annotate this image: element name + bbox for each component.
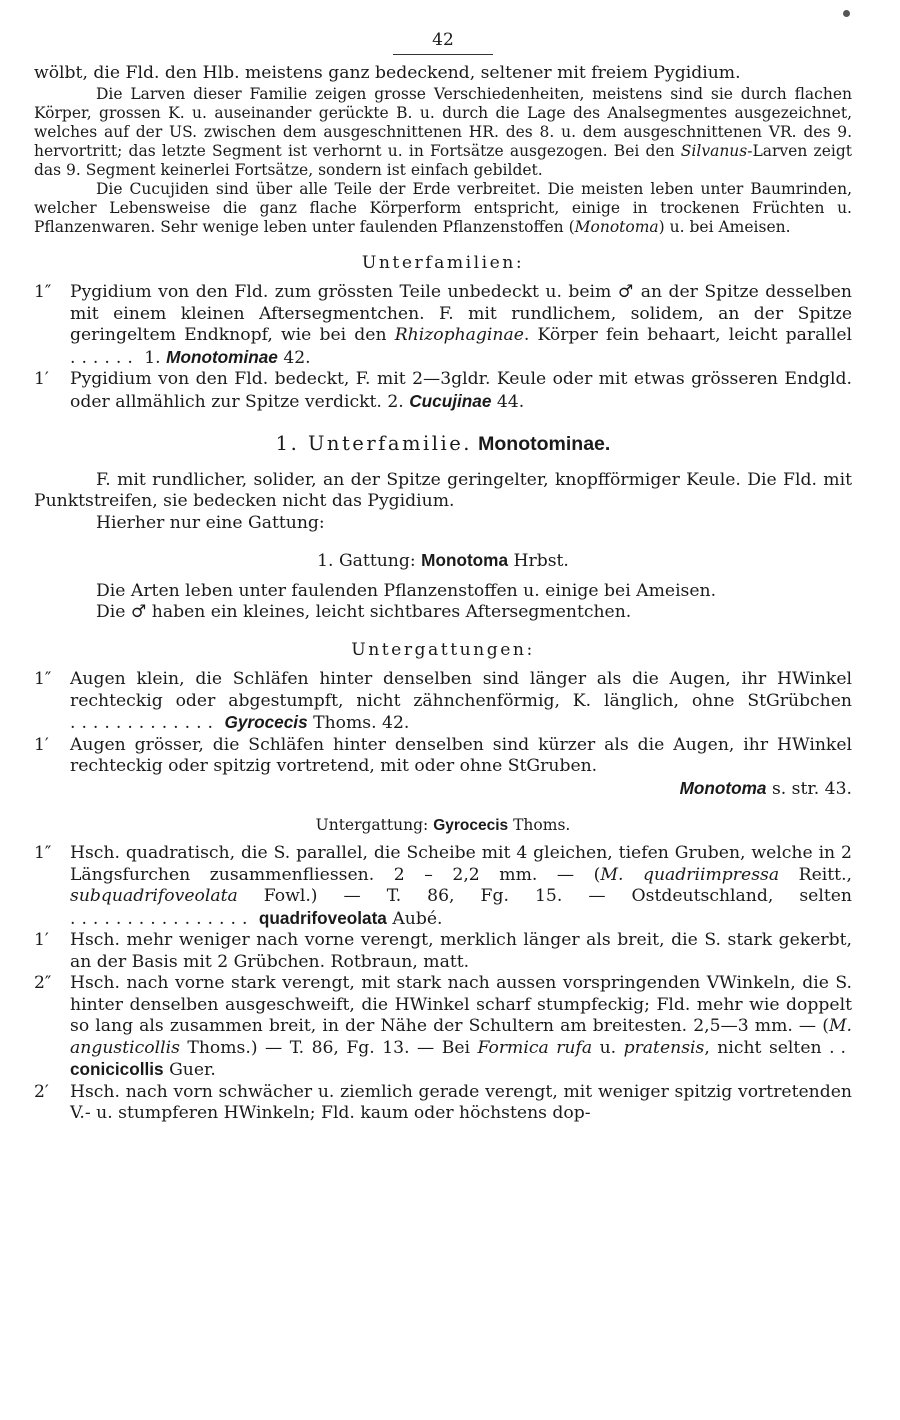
larvae-genus-italic: Silvanus xyxy=(680,141,748,160)
larvae-text-b: -Larven zeigt das 9. Segment keinerlei Fortsätze, sondern ist einfach gebildet. xyxy=(34,141,852,179)
species-italic: Formica rufa xyxy=(477,1037,593,1058)
species-text: Reitt., xyxy=(779,864,852,885)
intro-continuation: wölbt, die Fld. den Hlb. meistens ganz bedeckend, seltener mit freiem Pygidium. xyxy=(34,63,741,83)
untergattung-name: Gyrocecis xyxy=(433,817,509,834)
species-author: Aubé. xyxy=(392,908,443,929)
larvae-text-a: Die Larven dieser Familie zeigen grosse Verschiedenheiten, meistens sind sie durch flachen Körper, grossen K. u. auseinander gerückte B. u. durch die Lage des Analsegmentes ausgezeichnet, welches auf der US. zwischen dem ausgeschnittenen HR. des 8. u. dem ausgeschnittenen VR. des 9. hervortritt; das letzte Segment ist verhornt u. in Fortsätze ausgezogen. Bei den xyxy=(34,84,852,160)
key-mark: 2″ xyxy=(34,973,52,993)
species-name: conicicollis xyxy=(70,1059,164,1079)
taxon-line xyxy=(70,778,852,801)
distribution-text-b: ) u. bei Ameisen. xyxy=(658,217,791,236)
species-text: Fowl.) — T. 86, Fg. 15. — Ostdeutschland, selten xyxy=(237,886,852,906)
larvae-paragraph xyxy=(34,85,852,180)
key-mark: 1″ xyxy=(34,282,52,302)
species-text: u. xyxy=(592,1037,624,1058)
key-entry xyxy=(34,282,852,369)
species-text: Hsch. nach vorn schwächer u. ziemlich gerade verengt, mit weniger spitzig vortretenden V.- u. stumpferen HWinkeln; Fld. kaum oder höchstens dop- xyxy=(70,1081,852,1123)
species-text: Hsch. quadratisch, die S. parallel, die Scheibe mit 4 gleichen, tiefen Gruben, welche in 2 Längsfurchen zusammenfliessen. 2 – 2,2 mm. — ( xyxy=(70,843,852,885)
species-italic: subquadrifoveolata xyxy=(70,886,238,906)
untergattung-heading xyxy=(34,816,852,835)
species-italic: M. angusticollis xyxy=(70,1016,852,1058)
key-mark: 1′ xyxy=(34,369,49,389)
key-text: Pygidium von den Fld. bedeckt, F. mit 2—3gldr. Keule oder mit etwas grösseren Endgld. oder allmählich zur Spitze verdickt. xyxy=(70,369,852,412)
key-mark: 1′ xyxy=(34,734,49,755)
print-speck xyxy=(843,10,850,17)
taxon-name: Gyrocecis xyxy=(224,712,308,732)
species-entry xyxy=(34,1082,852,1125)
key-mark: 2′ xyxy=(34,1081,49,1102)
subfamily-name: Monotominae. xyxy=(478,433,611,455)
page-ref: 44. xyxy=(496,391,525,412)
distribution-paragraph xyxy=(34,180,852,237)
taxon-name: Monotominae xyxy=(166,346,278,367)
untergattung-prefix: Untergattung: xyxy=(315,816,429,834)
page-number-rule xyxy=(393,54,493,55)
subfamily-note: Hierher nur eine Gattung: xyxy=(96,512,325,533)
document-page xyxy=(34,30,852,1125)
genus-author: Hrbst. xyxy=(513,551,569,571)
leader-dots: ...... xyxy=(70,347,139,368)
key-number: 1. xyxy=(144,347,161,368)
genus-heading xyxy=(34,550,852,573)
key-text: Pygidium von den Fld. zum grössten Teile unbedeckt u. beim ♂ an der Spitze desselben mit einem kleinen Aftersegmentchen. F. mit rundlichem, solidem, an der Spitze geringeltem Endknopf, wie bei den xyxy=(70,282,852,345)
distribution-text-a: Die Cucujiden sind über alle Teile der Erde verbreitet. Die meisten leben unter Baumrinden, welcher Lebensweise die ganz flache Körperform entspricht, einige in trockenen Früchten u. Pflanzenwaren. Sehr wenige leben unter faulenden Pflanzenstoffen ( xyxy=(34,179,852,236)
species-italic: pratensis xyxy=(623,1037,705,1058)
subfamily-heading xyxy=(34,433,852,456)
subfamily-description: F. mit rundlicher, solider, an der Spitze geringelter, knopfförmiger Keule. Die Fld. mit Punktstreifen, sie bedecken nicht das Pygidium. xyxy=(34,469,852,511)
species-text: , nicht selten xyxy=(704,1037,830,1058)
leader-dots: ................ xyxy=(70,908,254,929)
distribution-genus-italic: Monotoma xyxy=(574,217,659,236)
species-entry xyxy=(34,930,852,973)
unterfamilien-heading: Unterfamilien: xyxy=(361,252,525,273)
species-entry xyxy=(34,843,852,930)
key-text: . Körper fein behaart, leicht parallel xyxy=(523,325,852,345)
species-name: quadrifoveolata xyxy=(258,907,387,928)
untergattung-author: Thoms. xyxy=(513,816,571,834)
key-mark: 1′ xyxy=(34,930,49,950)
species-italic: M. quadriimpressa xyxy=(600,864,780,885)
key-mark: 1″ xyxy=(34,669,52,689)
key-entry xyxy=(34,669,852,735)
species-entry xyxy=(34,973,852,1082)
untergattungen-heading: Untergattungen: xyxy=(351,639,535,660)
subfamily-prefix: 1. Unterfamilie. xyxy=(275,432,472,455)
genus-description: Die Arten leben unter faulenden Pflanzenstoffen u. einige bei Ameisen. xyxy=(96,580,717,601)
genus-description: Die ♂ haben ein kleines, leicht sichtbares Aftersegmentchen. xyxy=(96,602,632,622)
species-text: Hsch. mehr weniger nach vorne verengt, merklich länger als breit, die S. stark gekerbt, an der Basis mit 2 Grübchen. Rotbraun, matt. xyxy=(70,930,852,972)
species-text: Hsch. nach vorne stark verengt, mit stark nach aussen vorspringenden VWinkeln, die S. hinter denselben ausgeschweift, die HWinkel scharf stumpfeckig; Fld. mehr wie doppelt so lang als zusammen breit, in der Nähe der Schultern am breitesten. 2,5—3 mm. — ( xyxy=(70,973,852,1036)
key-entry xyxy=(34,735,852,801)
genus-name: Monotoma xyxy=(421,550,509,570)
key-entry xyxy=(34,369,852,413)
taxon-author: s. str. 43. xyxy=(771,778,852,799)
leader-dots: ............. xyxy=(70,713,220,733)
key-text: Augen grösser, die Schläfen hinter denselben sind kürzer als die Augen, ihr HWinkel rechteckig oder spitzig vortretend, mit oder ohne StGruben. xyxy=(70,734,852,776)
key-italic: Rhizophaginae xyxy=(394,325,524,345)
taxon-author: Thoms. 42. xyxy=(313,713,410,733)
page-number: 42 xyxy=(432,30,454,50)
leader-dots: .. xyxy=(829,1037,852,1058)
species-text: Thoms.) — T. 86, Fg. 13. — Bei xyxy=(179,1037,478,1058)
page-ref: 42. xyxy=(283,347,311,368)
key-mark: 1″ xyxy=(34,843,52,863)
taxon-name: Monotoma xyxy=(679,777,767,798)
taxon-name: Cucujinae xyxy=(409,390,492,411)
species-author: Guer. xyxy=(169,1060,216,1080)
key-text: Augen klein, die Schläfen hinter denselben sind länger als die Augen, ihr HWinkel rechteckig oder abgestumpft, nicht zähnchenförmig, K. länglich, ohne StGrübchen xyxy=(70,669,852,711)
key-number: 2. xyxy=(387,391,404,412)
genus-prefix: 1. Gattung: xyxy=(317,551,416,571)
